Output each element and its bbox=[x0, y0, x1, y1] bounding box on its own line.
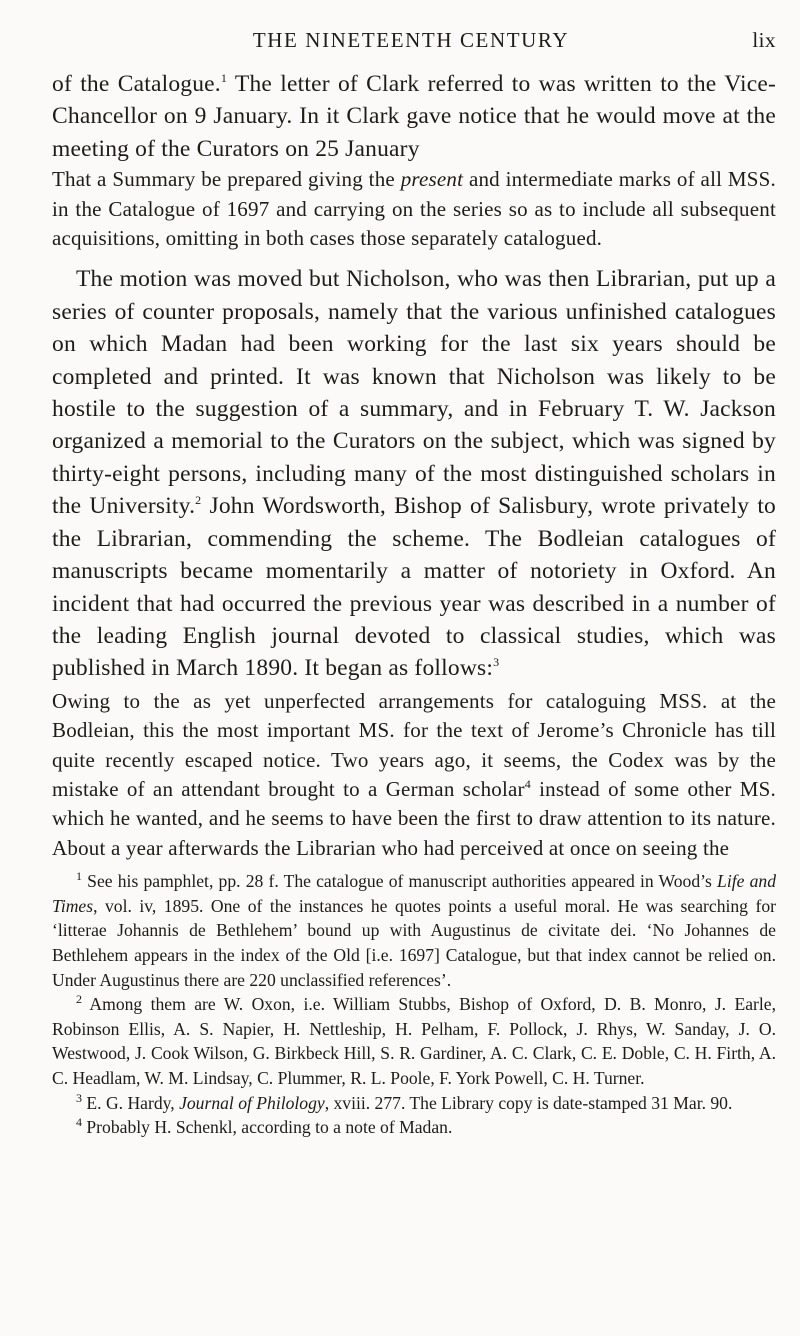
block-quote-2-text-a: Owing to the as yet unperfected arrangements for cataloguing MSS. at the Bodleian, this the most important MS. for the text of Jerome’s Chronicle has till quite recently escaped notice. Two years ago, it seems, the Codex was by the mistake of an attendant brought to a German scholar bbox=[52, 688, 776, 801]
paragraph-2 bbox=[52, 263, 776, 684]
block-quote-2 bbox=[52, 687, 776, 863]
block-quote-2-text-b: instead of some other MS. which he wanted, and he seems to have been the first to draw attention to its nature. About a year afterwards the Librarian who had perceived at once on seeing the bbox=[52, 776, 776, 860]
block-quote-1-text-a: That a Summary be prepared giving the bbox=[52, 167, 401, 192]
footnote-ref-1: 1 bbox=[220, 71, 228, 86]
footnote-4-mark: 4 bbox=[76, 1115, 82, 1130]
footnote-ref-3: 3 bbox=[493, 655, 500, 670]
page-number: lix bbox=[752, 28, 776, 52]
footnote-3-italic: Journal of Philology bbox=[179, 1092, 325, 1113]
footnote-ref-4: 4 bbox=[524, 776, 531, 791]
footnote-2 bbox=[52, 992, 776, 1090]
block-quote-1-italic: present bbox=[400, 167, 464, 192]
block-quote-1-text-b: and intermediate marks of all MSS. in the Catalogue of 1697 and carrying on the series so as to include all subsequent acquisitions, omitting in both cases those separately catalogued. bbox=[52, 167, 776, 251]
footnote-1 bbox=[52, 869, 776, 992]
footnote-1-text-a: See his pamphlet, pp. 28 f. The catalogue of manuscript authorities appeared in Wood’s bbox=[82, 871, 718, 892]
main-text bbox=[52, 68, 776, 863]
paragraph-1-text-b: The letter of Clark referred to was written to the Vice-Chancellor on 9 January. In it Clark gave notice that he would move at the meeting of the Curators on 25 January bbox=[52, 71, 776, 162]
footnotes bbox=[52, 869, 776, 1140]
block-quote-1 bbox=[52, 165, 776, 253]
footnote-3-text-b: , xviii. 277. The Library copy is date-stamped 31 Mar. 90. bbox=[324, 1092, 733, 1113]
footnote-1-text-b: , vol. iv, 1895. One of the instances he quotes points a useful moral. He was searching for ‘litterae Johannis de Bethlehem’ bound up with Augustinus de civitate dei. ‘No Johannes de Bethlehem appears in the index of the Old [i.e. 1697] Catalogue, but that index cannot be relied on. Under Augustinus there are 220 unclassified references’. bbox=[52, 895, 776, 990]
footnote-3-mark: 3 bbox=[76, 1090, 82, 1105]
footnote-4 bbox=[52, 1115, 776, 1140]
footnote-3 bbox=[52, 1091, 776, 1116]
footnote-2-mark: 2 bbox=[76, 992, 82, 1007]
footnote-2-text-a: Among them are W. Oxon, i.e. William Stubbs, Bishop of Oxford, D. B. Monro, J. Earle, Robinson Ellis, A. S. Napier, H. Nettleship, H. Pelham, F. Pollock, J. Rhys, W. Sanday, J. O. Westwood, J. Cook Wilson, G. Birkbeck Hill, S. R. Gardiner, A. C. Clark, C. E. Doble, C. H. Firth, A. C. Headlam, W. M. Lindsay, C. Plummer, R. L. Poole, F. York Powell, C. H. Turner. bbox=[52, 994, 776, 1088]
paragraph-1-text-a: of the Catalogue. bbox=[52, 71, 221, 97]
paragraph-2-text-b: John Wordsworth, Bishop of Salisbury, wrote privately to the Librarian, commending the scheme. The Bodleian catalogues of manuscripts became momentarily a matter of notoriety in Oxford. An incident that had occurred the previous year was described in a number of the leading English journal devoted to classical studies, which was published in March 1890. It began as follows: bbox=[52, 493, 776, 682]
footnote-1-mark: 1 bbox=[76, 869, 82, 884]
running-head bbox=[52, 28, 776, 56]
paragraph-gap bbox=[52, 253, 776, 263]
paragraph-2-text-a: The motion was moved but Nicholson, who was then Librarian, put up a series of counter proposals, namely that the various unfinished catalogues on which Madan had been working for the last six years should be completed and printed. It was known that Nicholson was likely to be hostile to the suggestion of a summary, and in February T. W. Jackson organized a memorial to the Curators on the subject, which was signed by thirty-eight persons, including many of the most distinguished scholars in the University. bbox=[52, 266, 776, 520]
footnote-ref-2: 2 bbox=[195, 493, 202, 508]
paragraph-1 bbox=[52, 68, 776, 165]
running-head-title: THE NINETEENTH CENTURY bbox=[252, 28, 570, 52]
footnote-1-italic: Life and Times bbox=[52, 871, 776, 916]
footnote-4-text-a: Probably H. Schenkl, according to a note of Madan. bbox=[82, 1117, 453, 1138]
footnote-3-text-a: E. G. Hardy, bbox=[82, 1092, 180, 1113]
